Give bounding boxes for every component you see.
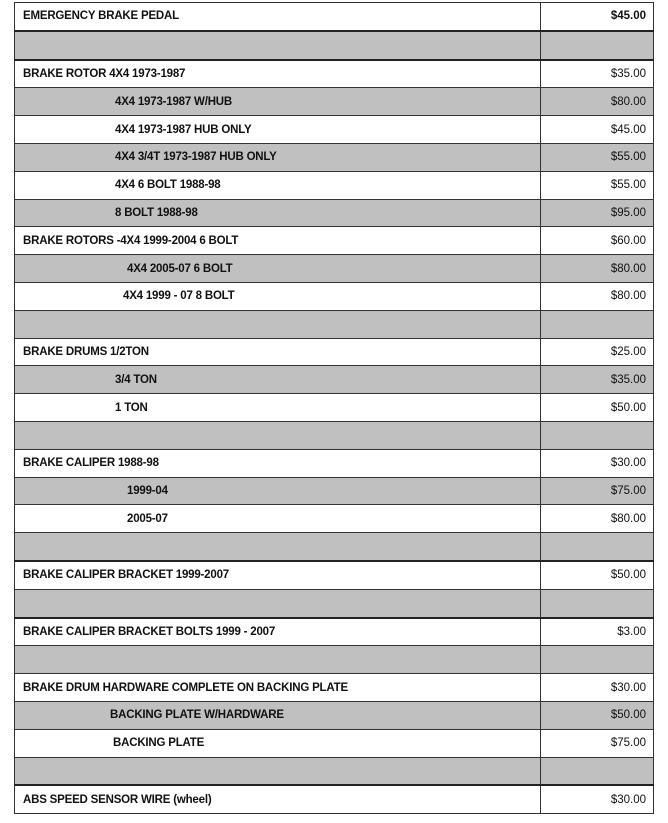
item-name [15,421,541,449]
table-row [15,533,654,561]
item-price: $50.00 [541,394,654,422]
table-row [15,143,654,171]
table-row [15,366,654,394]
item-price [541,421,654,449]
table-row [15,171,654,199]
item-name: 1999-04 [15,477,541,505]
item-name [15,533,541,561]
item-name: 4X4 1973-1987 W/HUB [15,88,541,116]
item-name: BACKING PLATE W/HARDWARE [15,701,541,729]
item-price: $35.00 [541,366,654,394]
table-row [15,646,654,674]
item-name: ABS SPEED SENSOR WIRE (wheel) [15,785,541,813]
item-price: $55.00 [541,143,654,171]
item-name: EMERGENCY BRAKE PEDAL [15,3,541,31]
item-name: BRAKE DRUMS 1/2TON [15,338,541,366]
item-name: 2005-07 [15,505,541,533]
item-name: 4X4 3/4T 1973-1987 HUB ONLY [15,143,541,171]
item-name: 4X4 6 BOLT 1988-98 [15,171,541,199]
item-name: BRAKE DRUM HARDWARE COMPLETE ON BACKING PLATE [15,674,541,702]
table-row [15,589,654,617]
table-row [15,394,654,422]
table-row [15,60,654,88]
table-row [15,729,654,757]
item-price: $75.00 [541,729,654,757]
item-price: $80.00 [541,88,654,116]
item-name [15,310,541,338]
table-row [15,255,654,283]
item-price [541,310,654,338]
table-row [15,338,654,366]
item-price: $45.00 [541,3,654,31]
item-name [15,31,541,60]
item-name: BRAKE CALIPER BRACKET 1999-2007 [15,561,541,589]
item-name: 8 BOLT 1988-98 [15,199,541,227]
item-price: $80.00 [541,282,654,310]
item-name: BRAKE ROTORS -4X4 1999-2004 6 BOLT [15,227,541,255]
item-name [15,646,541,674]
table-row [15,618,654,646]
table-row [15,88,654,116]
item-price: $60.00 [541,227,654,255]
item-price: $80.00 [541,505,654,533]
item-price: $45.00 [541,116,654,144]
item-name: 4X4 1999 - 07 8 BOLT [15,282,541,310]
item-name: BRAKE ROTOR 4X4 1973-1987 [15,60,541,88]
item-price: $30.00 [541,785,654,813]
item-name: 1 TON [15,394,541,422]
table-row [15,116,654,144]
item-price: $30.00 [541,674,654,702]
item-price: $3.00 [541,618,654,646]
item-name: 4X4 2005-07 6 BOLT [15,255,541,283]
table-row [15,477,654,505]
item-price: $30.00 [541,449,654,477]
item-name: 3/4 TON [15,366,541,394]
table-row [15,505,654,533]
table-row [15,561,654,589]
item-price: $75.00 [541,477,654,505]
price-list-table [14,2,654,814]
table-row [15,785,654,813]
item-name [15,757,541,785]
table-row [15,421,654,449]
item-price [541,646,654,674]
item-price [541,31,654,60]
item-price: $25.00 [541,338,654,366]
table-row [15,199,654,227]
item-name: BRAKE CALIPER 1988-98 [15,449,541,477]
item-price: $55.00 [541,171,654,199]
item-price [541,589,654,617]
item-price: $80.00 [541,255,654,283]
table-row [15,310,654,338]
item-price [541,757,654,785]
table-row [15,282,654,310]
table-row [15,449,654,477]
item-price: $95.00 [541,199,654,227]
item-name: 4X4 1973-1987 HUB ONLY [15,116,541,144]
table-row [15,674,654,702]
item-price [541,533,654,561]
table-row [15,3,654,31]
item-name: BRAKE CALIPER BRACKET BOLTS 1999 - 2007 [15,618,541,646]
item-name [15,589,541,617]
item-price: $50.00 [541,561,654,589]
table-row [15,757,654,785]
table-row [15,227,654,255]
item-price: $35.00 [541,60,654,88]
item-name: BACKING PLATE [15,729,541,757]
table-row [15,31,654,60]
table-row [15,701,654,729]
item-price: $50.00 [541,701,654,729]
